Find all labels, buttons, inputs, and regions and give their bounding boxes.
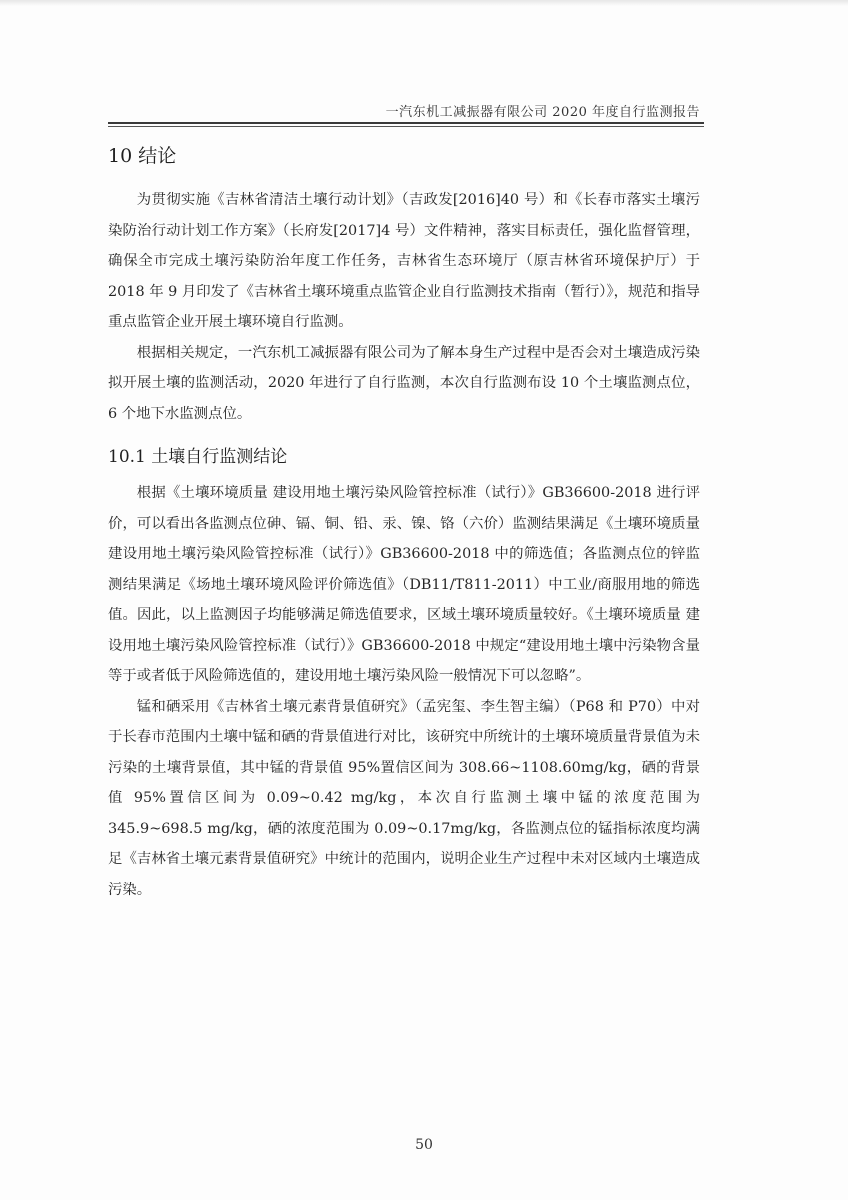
section-title: 10 结论 bbox=[108, 145, 177, 167]
header-rule bbox=[108, 122, 704, 124]
scan-edge bbox=[0, 0, 848, 6]
paragraph: 根据《土壤环境质量 建设用地土壤污染风险管控标准（试行）》GB36600-2018 进行评价，可以看出各监测点位砷、镉、铜、铅、汞、镍、铬（六价）监测结果满足《土壤环境质量 建设用地土壤污染风险管控标准（试行）》GB36600-2018 中的筛选值；各监测点位的锌监测结果满足《场地土壤环境风险评价筛选值》（DB11/T811-2011）中工业/商服用地的筛选值。因此，以上监测因子均能够满足筛选值要求，区域土壤环境质量较好。《土壤环境质量 建设用地土壤污染风险管控标准（试行）》GB36600-2018 中规定“建设用地土壤中污染物含量等于或者低于风险筛选值的，建设用地土壤污染风险一般情况下可以忽略”。 bbox=[108, 485, 700, 684]
paragraph: 为贯彻实施《吉林省清洁土壤行动计划》（吉政发[2016]40 号）和《长春市落实土壤污染防治行动计划工作方案》（长府发[2017]4 号）文件精神，落实目标责任，强化监督管理，确保全市完成土壤污染防治年度工作任务，吉林省生态环境厅（原吉林省环境保护厅）于 2018 年 9 月印发了《吉林省土壤环境重点监管企业自行监测技术指南（暂行）》，规范和指导重点监管企业开展土壤环境自行监测。 bbox=[108, 192, 700, 330]
page-number: 50 bbox=[415, 1137, 433, 1153]
report-body bbox=[108, 141, 700, 905]
subsection-title: 10.1 土壤自行监测结论 bbox=[108, 447, 288, 467]
paragraph: 根据相关规定，一汽东机工减振器有限公司为了解本身生产过程中是否会对土壤造成污染拟开展土壤的监测活动，2020 年进行了自行监测，本次自行监测布设 10 个土壤监测点位，6 个地下水监测点位。 bbox=[108, 344, 700, 422]
header-rule-thin bbox=[108, 126, 704, 127]
paragraph: 锰和硒采用《吉林省土壤元素背景值研究》（孟宪玺、李生智主编）（P68 和 P70）中对于长春市范围内土壤中锰和硒的背景值进行对比，该研究中所统计的土壤环境质量背景值为未污染的土壤背景值，其中锰的背景值 95%置信区间为 308.66~1108.60mg/kg，硒的背景值 95%置信区间为 0.09~0.42 mg/kg，本次自行监测土壤中锰的浓度范围为 345.9~698.5 mg/kg，硒的浓度范围为 0.09~0.17mg/kg，各监测点位的锰指标浓度均满足《吉林省土壤元素背景值研究》中统计的范围内，说明企业生产过程中未对区域内土壤造成污染。 bbox=[108, 698, 700, 898]
running-header: 一汽东机工减振器有限公司 2020 年度自行监测报告 bbox=[385, 105, 700, 120]
